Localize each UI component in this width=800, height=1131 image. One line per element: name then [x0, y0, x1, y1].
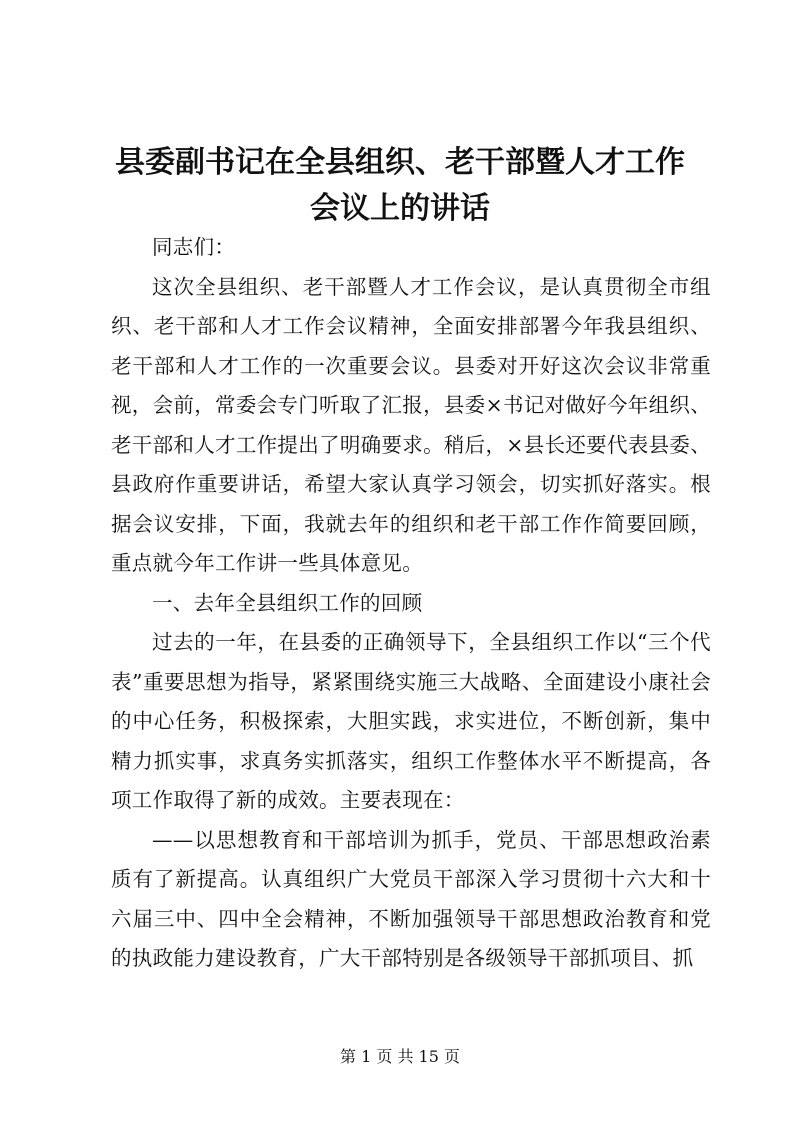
document-body — [111, 228, 711, 979]
page-number-footer: 第 1 页 共 15 页 — [340, 1047, 460, 1066]
document-title: 县委副书记在全县组织、老干部暨人才工作会议上的讲话 — [115, 145, 685, 226]
intro-paragraph: 这次全县组织、老干部暨人才工作会议，是认真贯彻全市组织、老干部和人才工作会议精神，全面安排部署今年我县组织、老干部和人才工作的一次重要会议。县委对开好这次会议非常重视，会前，常委会专门听取了汇报，县委×书记对做好今年组织、老干部和人才工作提出了明确要求。稍后，×县长还要代表县委、县政府作重要讲话，希望大家认真学习领会，切实抓好落实。根据会议安排，下面，我就去年的组织和老干部工作作简要回顾，重点就今年工作讲一些具体意见。 — [111, 274, 711, 575]
salutation-paragraph: 同志们： — [152, 235, 236, 259]
section-heading: 一、去年全县组织工作的回顾 — [152, 590, 423, 615]
education-paragraph: ——以思想教育和干部培训为抓手，党员、干部思想政治素质有了新提高。认真组织广大党员干部深入学习贯彻十六大和十六届三中、四中全会精神，不断加强领导干部思想政治教育和党的执政能力建设教育，广大干部特别是各级领导干部抓项目、抓 — [111, 827, 711, 970]
review-paragraph: 过去的一年，在县委的正确领导下，全县组织工作以“三个代表”重要思想为指导，紧紧围绕实施三大战略、全面建设小康社会的中心任务，积极探索，大胆实践，求实进位，不断创新，集中精力抓实事，求真务实抓落实，组织工作整体水平不断提高，各项工作取得了新的成效。主要表现在： — [111, 630, 711, 812]
